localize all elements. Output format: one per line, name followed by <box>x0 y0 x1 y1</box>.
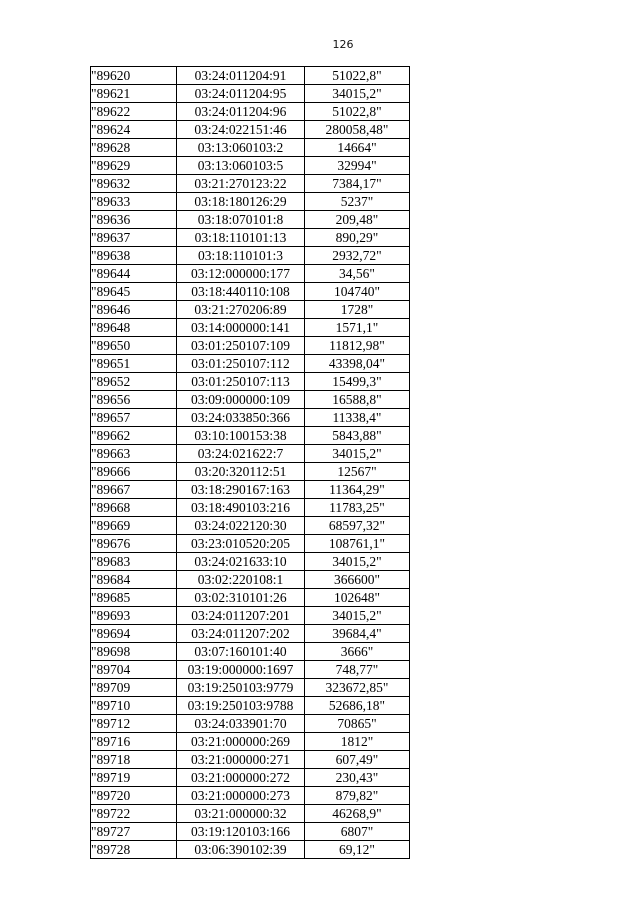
value-cell: 69,12" <box>305 841 410 859</box>
row-id-cell: "89622 <box>91 103 177 121</box>
table-row <box>91 481 410 499</box>
value-cell: 3666" <box>305 643 410 661</box>
row-id-cell: "89652 <box>91 373 177 391</box>
value-cell: 104740" <box>305 283 410 301</box>
row-id-cell: "89632 <box>91 175 177 193</box>
cadastral-number-cell: 03:24:011204:95 <box>177 85 305 103</box>
value-cell: 11364,29" <box>305 481 410 499</box>
row-id-cell: "89629 <box>91 157 177 175</box>
row-id-cell: "89636 <box>91 211 177 229</box>
value-cell: 15499,3" <box>305 373 410 391</box>
cadastral-number-cell: 03:24:033901:70 <box>177 715 305 733</box>
cadastral-number-cell: 03:20:320112:51 <box>177 463 305 481</box>
table-row <box>91 751 410 769</box>
row-id-cell: "89663 <box>91 445 177 463</box>
table-row <box>91 643 410 661</box>
row-id-cell: "89646 <box>91 301 177 319</box>
row-id-cell: "89645 <box>91 283 177 301</box>
row-id-cell: "89693 <box>91 607 177 625</box>
value-cell: 1728" <box>305 301 410 319</box>
cadastral-number-cell: 03:19:250103:9779 <box>177 679 305 697</box>
value-cell: 68597,32" <box>305 517 410 535</box>
cadastral-number-cell: 03:24:033850:366 <box>177 409 305 427</box>
value-cell: 5843,88" <box>305 427 410 445</box>
table-row <box>91 715 410 733</box>
value-cell: 280058,48" <box>305 121 410 139</box>
cadastral-number-cell: 03:06:390102:39 <box>177 841 305 859</box>
cadastral-number-cell: 03:21:000000:269 <box>177 733 305 751</box>
value-cell: 34015,2" <box>305 85 410 103</box>
table-row <box>91 535 410 553</box>
value-cell: 5237" <box>305 193 410 211</box>
cadastral-number-cell: 03:02:220108:1 <box>177 571 305 589</box>
row-id-cell: "89648 <box>91 319 177 337</box>
value-cell: 879,82" <box>305 787 410 805</box>
row-id-cell: "89685 <box>91 589 177 607</box>
row-id-cell: "89651 <box>91 355 177 373</box>
cadastral-number-cell: 03:18:110101:3 <box>177 247 305 265</box>
value-cell: 70865" <box>305 715 410 733</box>
value-cell: 2932,72" <box>305 247 410 265</box>
cadastral-number-cell: 03:18:290167:163 <box>177 481 305 499</box>
value-cell: 51022,8" <box>305 67 410 85</box>
value-cell: 43398,04" <box>305 355 410 373</box>
table-row <box>91 265 410 283</box>
table-row <box>91 661 410 679</box>
value-cell: 102648" <box>305 589 410 607</box>
cadastral-number-cell: 03:18:110101:13 <box>177 229 305 247</box>
value-cell: 32994" <box>305 157 410 175</box>
value-cell: 748,77" <box>305 661 410 679</box>
row-id-cell: "89633 <box>91 193 177 211</box>
cadastral-number-cell: 03:18:440110:108 <box>177 283 305 301</box>
table-row <box>91 589 410 607</box>
table-row <box>91 553 410 571</box>
value-cell: 1812" <box>305 733 410 751</box>
value-cell: 34015,2" <box>305 607 410 625</box>
row-id-cell: "89669 <box>91 517 177 535</box>
row-id-cell: "89668 <box>91 499 177 517</box>
cadastral-number-cell: 03:07:160101:40 <box>177 643 305 661</box>
table-row <box>91 679 410 697</box>
table-row <box>91 607 410 625</box>
cadastral-number-cell: 03:21:270123:22 <box>177 175 305 193</box>
value-cell: 11338,4" <box>305 409 410 427</box>
row-id-cell: "89712 <box>91 715 177 733</box>
table-row <box>91 769 410 787</box>
value-cell: 51022,8" <box>305 103 410 121</box>
row-id-cell: "89683 <box>91 553 177 571</box>
row-id-cell: "89637 <box>91 229 177 247</box>
cadastral-number-cell: 03:21:000000:273 <box>177 787 305 805</box>
row-id-cell: "89662 <box>91 427 177 445</box>
table-row <box>91 517 410 535</box>
cadastral-number-cell: 03:24:011204:96 <box>177 103 305 121</box>
row-id-cell: "89624 <box>91 121 177 139</box>
table-row <box>91 427 410 445</box>
value-cell: 6807" <box>305 823 410 841</box>
table-row <box>91 121 410 139</box>
row-id-cell: "89728 <box>91 841 177 859</box>
page-number: 126 <box>332 38 354 51</box>
cadastral-number-cell: 03:01:250107:113 <box>177 373 305 391</box>
cadastral-number-cell: 03:18:180126:29 <box>177 193 305 211</box>
row-id-cell: "89716 <box>91 733 177 751</box>
cadastral-number-cell: 03:14:000000:141 <box>177 319 305 337</box>
table-row <box>91 373 410 391</box>
cadastral-number-cell: 03:24:022120:30 <box>177 517 305 535</box>
value-cell: 890,29" <box>305 229 410 247</box>
cadastral-number-cell: 03:24:011207:201 <box>177 607 305 625</box>
row-id-cell: "89710 <box>91 697 177 715</box>
table-row <box>91 445 410 463</box>
table-row <box>91 823 410 841</box>
cadastral-number-cell: 03:18:070101:8 <box>177 211 305 229</box>
value-cell: 607,49" <box>305 751 410 769</box>
row-id-cell: "89644 <box>91 265 177 283</box>
value-cell: 52686,18" <box>305 697 410 715</box>
cadastral-number-cell: 03:24:021622:7 <box>177 445 305 463</box>
cadastral-number-cell: 03:21:000000:271 <box>177 751 305 769</box>
row-id-cell: "89650 <box>91 337 177 355</box>
value-cell: 34015,2" <box>305 553 410 571</box>
value-cell: 34015,2" <box>305 445 410 463</box>
row-id-cell: "89621 <box>91 85 177 103</box>
cadastral-number-cell: 03:02:310101:26 <box>177 589 305 607</box>
table-row <box>91 175 410 193</box>
cadastral-number-cell: 03:01:250107:112 <box>177 355 305 373</box>
cadastral-number-cell: 03:18:490103:216 <box>177 499 305 517</box>
row-id-cell: "89709 <box>91 679 177 697</box>
value-cell: 323672,85" <box>305 679 410 697</box>
row-id-cell: "89698 <box>91 643 177 661</box>
row-id-cell: "89657 <box>91 409 177 427</box>
table-row <box>91 157 410 175</box>
value-cell: 12567" <box>305 463 410 481</box>
table-row <box>91 625 410 643</box>
table-row <box>91 463 410 481</box>
value-cell: 16588,8" <box>305 391 410 409</box>
row-id-cell: "89656 <box>91 391 177 409</box>
row-id-cell: "89719 <box>91 769 177 787</box>
table-row <box>91 697 410 715</box>
cadastral-number-cell: 03:19:250103:9788 <box>177 697 305 715</box>
table-row <box>91 805 410 823</box>
row-id-cell: "89667 <box>91 481 177 499</box>
row-id-cell: "89684 <box>91 571 177 589</box>
cadastral-number-cell: 03:24:011204:91 <box>177 67 305 85</box>
cadastral-number-cell: 03:21:000000:272 <box>177 769 305 787</box>
cadastral-number-cell: 03:10:100153:38 <box>177 427 305 445</box>
value-cell: 108761,1" <box>305 535 410 553</box>
cadastral-number-cell: 03:13:060103:5 <box>177 157 305 175</box>
table-row <box>91 571 410 589</box>
table-row <box>91 337 410 355</box>
value-cell: 46268,9" <box>305 805 410 823</box>
cadastral-number-cell: 03:19:000000:1697 <box>177 661 305 679</box>
value-cell: 230,43" <box>305 769 410 787</box>
row-id-cell: "89638 <box>91 247 177 265</box>
data-table <box>90 66 410 859</box>
table-row <box>91 283 410 301</box>
table-row <box>91 319 410 337</box>
cadastral-number-cell: 03:23:010520:205 <box>177 535 305 553</box>
table-row <box>91 193 410 211</box>
row-id-cell: "89628 <box>91 139 177 157</box>
table-body <box>91 67 410 859</box>
cadastral-number-cell: 03:24:021633:10 <box>177 553 305 571</box>
value-cell: 209,48" <box>305 211 410 229</box>
row-id-cell: "89722 <box>91 805 177 823</box>
value-cell: 34,56" <box>305 265 410 283</box>
cadastral-number-cell: 03:13:060103:2 <box>177 139 305 157</box>
table-row <box>91 391 410 409</box>
table-row <box>91 841 410 859</box>
cadastral-number-cell: 03:19:120103:166 <box>177 823 305 841</box>
row-id-cell: "89676 <box>91 535 177 553</box>
value-cell: 7384,17" <box>305 175 410 193</box>
cadastral-number-cell: 03:12:000000:177 <box>177 265 305 283</box>
table-row <box>91 499 410 517</box>
cadastral-number-cell: 03:24:011207:202 <box>177 625 305 643</box>
cadastral-number-cell: 03:21:000000:32 <box>177 805 305 823</box>
value-cell: 366600" <box>305 571 410 589</box>
value-cell: 39684,4" <box>305 625 410 643</box>
cadastral-number-cell: 03:24:022151:46 <box>177 121 305 139</box>
value-cell: 1571,1" <box>305 319 410 337</box>
table-row <box>91 787 410 805</box>
cadastral-number-cell: 03:09:000000:109 <box>177 391 305 409</box>
row-id-cell: "89704 <box>91 661 177 679</box>
cadastral-number-cell: 03:01:250107:109 <box>177 337 305 355</box>
cadastral-number-cell: 03:21:270206:89 <box>177 301 305 319</box>
row-id-cell: "89694 <box>91 625 177 643</box>
value-cell: 11812,98" <box>305 337 410 355</box>
table-row <box>91 247 410 265</box>
row-id-cell: "89718 <box>91 751 177 769</box>
table-row <box>91 139 410 157</box>
row-id-cell: "89727 <box>91 823 177 841</box>
table-row <box>91 409 410 427</box>
table-row <box>91 301 410 319</box>
value-cell: 14664" <box>305 139 410 157</box>
table-row <box>91 211 410 229</box>
table-row <box>91 103 410 121</box>
row-id-cell: "89666 <box>91 463 177 481</box>
table-row <box>91 67 410 85</box>
table-row <box>91 733 410 751</box>
value-cell: 11783,25" <box>305 499 410 517</box>
row-id-cell: "89620 <box>91 67 177 85</box>
table-row <box>91 85 410 103</box>
table-row <box>91 229 410 247</box>
table-row <box>91 355 410 373</box>
row-id-cell: "89720 <box>91 787 177 805</box>
